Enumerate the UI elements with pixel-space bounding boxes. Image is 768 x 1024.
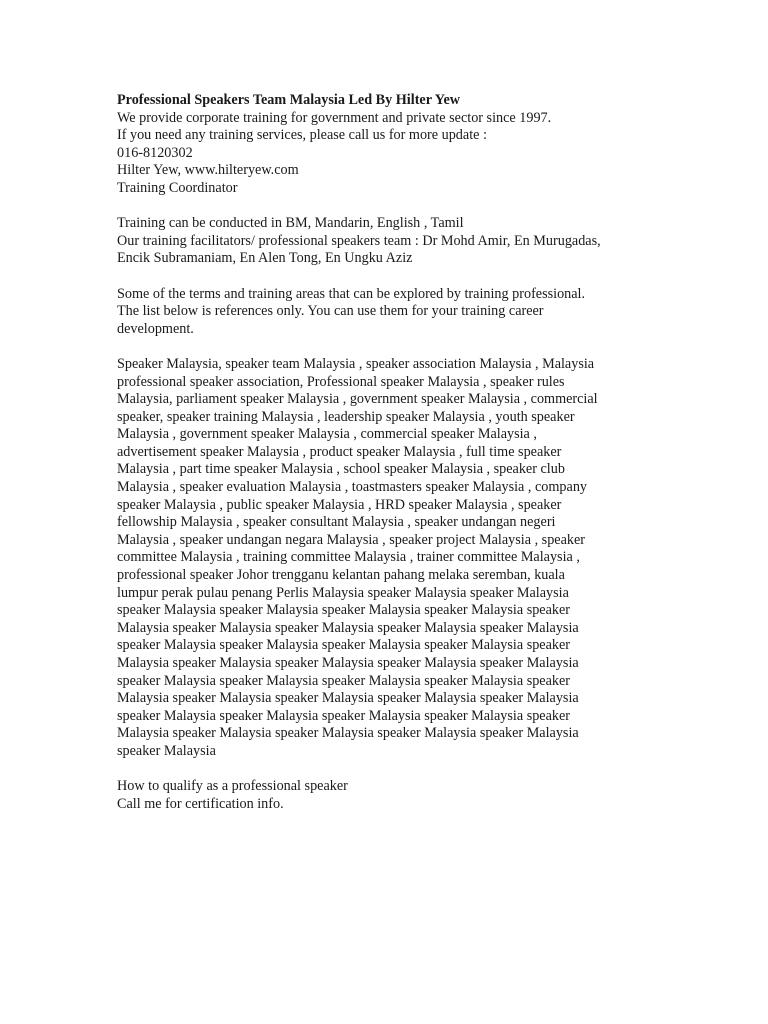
document-page xyxy=(117,92,677,831)
closing-line: How to qualify as a professional speaker xyxy=(117,778,348,795)
keyword-line: speaker Malaysia , public speaker Malaysia , HRD speaker Malaysia , speaker xyxy=(117,496,562,513)
keyword-line: Malaysia , speaker undangan negara Malaysia , speaker project Malaysia , speaker xyxy=(117,531,585,548)
keyword-line: Malaysia speaker Malaysia speaker Malaysia speaker Malaysia speaker Malaysia xyxy=(117,655,579,671)
keyword-line: Speaker Malaysia, speaker team Malaysia , speaker association Malaysia , Malaysia xyxy=(117,355,595,372)
languages-section xyxy=(117,215,677,268)
keyword-line: lumpur perak pulau penang Perlis Malaysia speaker Malaysia speaker Malaysia xyxy=(117,584,569,601)
contact-name-website: Hilter Yew, www.hilteryew.com xyxy=(117,162,299,179)
paragraph-line: development. xyxy=(117,320,194,337)
header-section xyxy=(117,92,677,198)
closing-section xyxy=(117,778,677,813)
paragraph-line: The list below is references only. You can use them for your training career xyxy=(117,303,544,320)
keyword-line: Malaysia speaker Malaysia speaker Malaysia speaker Malaysia speaker Malaysia xyxy=(117,619,579,636)
phone-number: 016-8120302 xyxy=(117,144,193,161)
closing-line: Call me for certification info. xyxy=(117,795,284,812)
keyword-line: Malaysia , speaker evaluation Malaysia , toastmasters speaker Malaysia , company xyxy=(117,479,588,496)
keyword-line: speaker Malaysia speaker Malaysia speaker Malaysia speaker Malaysia speaker xyxy=(117,637,571,654)
keyword-line: committee Malaysia , training committee Malaysia , trainer committee Malaysia , xyxy=(117,549,580,566)
header-line: If you need any training services, please call us for more update : xyxy=(117,127,487,144)
keyword-line: fellowship Malaysia , speaker consultant Malaysia , speaker undangan negeri xyxy=(117,514,556,531)
keyword-line: Malaysia , part time speaker Malaysia , school speaker Malaysia , speaker club xyxy=(117,461,565,478)
paragraph-line: Encik Subramaniam, En Alen Tong, En Ungku Aziz xyxy=(117,250,413,267)
keyword-line: Malaysia, parliament speaker Malaysia , government speaker Malaysia , commercial xyxy=(117,391,598,408)
keywords-section xyxy=(117,356,677,761)
keyword-line: professional speaker Johor trengganu kelantan pahang melaka seremban, kuala xyxy=(117,567,565,584)
keyword-line: speaker Malaysia speaker Malaysia speaker Malaysia speaker Malaysia speaker xyxy=(117,672,571,689)
keyword-line: speaker Malaysia xyxy=(117,742,216,759)
paragraph-line: Some of the terms and training areas that can be explored by training professional. xyxy=(117,285,586,302)
document-title: Professional Speakers Team Malaysia Led By Hilter Yew xyxy=(117,92,460,108)
intro-section xyxy=(117,286,677,339)
keyword-line: Malaysia speaker Malaysia speaker Malaysia speaker Malaysia speaker Malaysia xyxy=(117,725,579,742)
keyword-line: advertisement speaker Malaysia , product speaker Malaysia , full time speaker xyxy=(117,443,562,460)
keyword-line: speaker, speaker training Malaysia , leadership speaker Malaysia , youth speaker xyxy=(117,408,575,425)
paragraph-line: Training can be conducted in BM, Mandarin, English , Tamil xyxy=(117,215,464,232)
keyword-line: speaker Malaysia speaker Malaysia speaker Malaysia speaker Malaysia speaker xyxy=(117,707,571,724)
keyword-line: Malaysia , government speaker Malaysia , commercial speaker Malaysia , xyxy=(117,426,537,443)
header-line: We provide corporate training for government and private sector since 1997. xyxy=(117,109,552,126)
keyword-line: Malaysia speaker Malaysia speaker Malaysia speaker Malaysia speaker Malaysia xyxy=(117,690,579,707)
keyword-line: speaker Malaysia speaker Malaysia speaker Malaysia speaker Malaysia speaker xyxy=(117,602,571,619)
keyword-line: professional speaker association, Professional speaker Malaysia , speaker rules xyxy=(117,373,565,390)
contact-role: Training Coordinator xyxy=(117,179,238,196)
paragraph-line: Our training facilitators/ professional speakers team : Dr Mohd Amir, En Murugadas, xyxy=(117,232,601,249)
